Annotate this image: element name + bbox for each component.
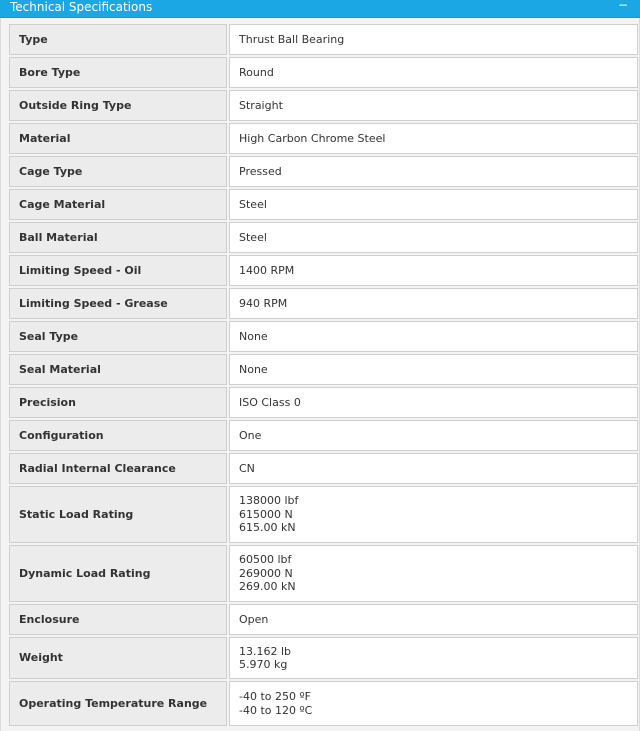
- spec-name: Type: [9, 24, 227, 55]
- spec-row: [9, 681, 638, 726]
- spec-row: [9, 604, 638, 635]
- spec-name: Limiting Speed - Oil: [9, 255, 227, 286]
- spec-value: [229, 255, 638, 286]
- spec-value-line: -40 to 120 ºC: [239, 703, 313, 717]
- spec-value-line: Open: [239, 612, 269, 626]
- spec-value: [229, 545, 638, 602]
- spec-value: [229, 681, 638, 726]
- spec-name: Configuration: [9, 420, 227, 451]
- spec-value-line: CN: [239, 461, 255, 475]
- spec-value-line: 138000 lbf: [239, 494, 299, 508]
- spec-name: Material: [9, 123, 227, 154]
- spec-name: Radial Internal Clearance: [9, 453, 227, 484]
- spec-row: [9, 420, 638, 451]
- spec-name: Enclosure: [9, 604, 227, 635]
- spec-name: Cage Material: [9, 189, 227, 220]
- spec-value-line: One: [239, 428, 262, 442]
- spec-value-line: 269000 N: [239, 566, 293, 580]
- panel-title: Technical Specifications: [10, 0, 153, 14]
- spec-value-line: 615.00 kN: [239, 521, 296, 535]
- spec-row: [9, 156, 638, 187]
- spec-value-line: 940 RPM: [239, 296, 288, 310]
- spec-value-line: Steel: [239, 230, 267, 244]
- spec-value: [229, 222, 638, 253]
- spec-value-line: 615000 N: [239, 507, 293, 521]
- spec-value: [229, 189, 638, 220]
- spec-value: [229, 420, 638, 451]
- spec-value-line: None: [239, 329, 268, 343]
- spec-value: [229, 321, 638, 352]
- spec-value-line: Steel: [239, 197, 267, 211]
- spec-row: [9, 486, 638, 543]
- spec-value-line: 5.970 kg: [239, 658, 288, 671]
- spec-value-line: Thrust Ball Bearing: [239, 32, 345, 46]
- spec-value: [229, 637, 638, 679]
- spec-value-line: 60500 lbf: [239, 553, 292, 567]
- spec-value-line: Pressed: [239, 164, 282, 178]
- collapse-button[interactable]: −: [617, 0, 628, 12]
- spec-rows: [9, 24, 638, 726]
- spec-row: [9, 637, 638, 679]
- spec-value-line: High Carbon Chrome Steel: [239, 131, 386, 145]
- spec-name: Ball Material: [9, 222, 227, 253]
- spec-name: Weight: [9, 637, 227, 679]
- spec-name: Seal Type: [9, 321, 227, 352]
- spec-name: Precision: [9, 387, 227, 418]
- spec-value-line: Straight: [239, 98, 283, 112]
- spec-value-line: ISO Class 0: [239, 395, 301, 409]
- spec-row: [9, 354, 638, 385]
- spec-value-line: -40 to 250 ºF: [239, 690, 312, 703]
- spec-value-line: 1400 RPM: [239, 263, 295, 277]
- spec-value: [229, 123, 638, 154]
- spec-name: Cage Type: [9, 156, 227, 187]
- spec-value: [229, 354, 638, 385]
- spec-row: [9, 123, 638, 154]
- spec-name: Outside Ring Type: [9, 90, 227, 121]
- spec-name: Seal Material: [9, 354, 227, 385]
- spec-value: [229, 156, 638, 187]
- spec-value: [229, 90, 638, 121]
- spec-row: [9, 255, 638, 286]
- spec-value: [229, 24, 638, 55]
- spec-row: [9, 189, 638, 220]
- spec-value: [229, 288, 638, 319]
- spec-row: [9, 453, 638, 484]
- spec-row: [9, 288, 638, 319]
- spec-row: [9, 222, 638, 253]
- panel-header[interactable]: [0, 0, 640, 18]
- spec-table: [7, 22, 640, 728]
- spec-name: Bore Type: [9, 57, 227, 88]
- spec-name: Static Load Rating: [9, 486, 227, 543]
- spec-value: [229, 57, 638, 88]
- spec-body: [0, 18, 640, 731]
- spec-value-line: 269.00 kN: [239, 580, 296, 594]
- spec-value-line: None: [239, 362, 268, 376]
- spec-name: Limiting Speed - Grease: [9, 288, 227, 319]
- spec-value: [229, 486, 638, 543]
- spec-value: [229, 453, 638, 484]
- spec-row: [9, 387, 638, 418]
- spec-row: [9, 321, 638, 352]
- spec-name: Operating Temperature Range: [9, 681, 227, 726]
- spec-value: [229, 387, 638, 418]
- spec-row: [9, 24, 638, 55]
- spec-row: [9, 90, 638, 121]
- spec-value: [229, 604, 638, 635]
- spec-row: [9, 57, 638, 88]
- spec-value-line: 13.162 lb: [239, 644, 292, 658]
- spec-value-line: Round: [239, 65, 274, 79]
- spec-row: [9, 545, 638, 602]
- spec-name: Dynamic Load Rating: [9, 545, 227, 602]
